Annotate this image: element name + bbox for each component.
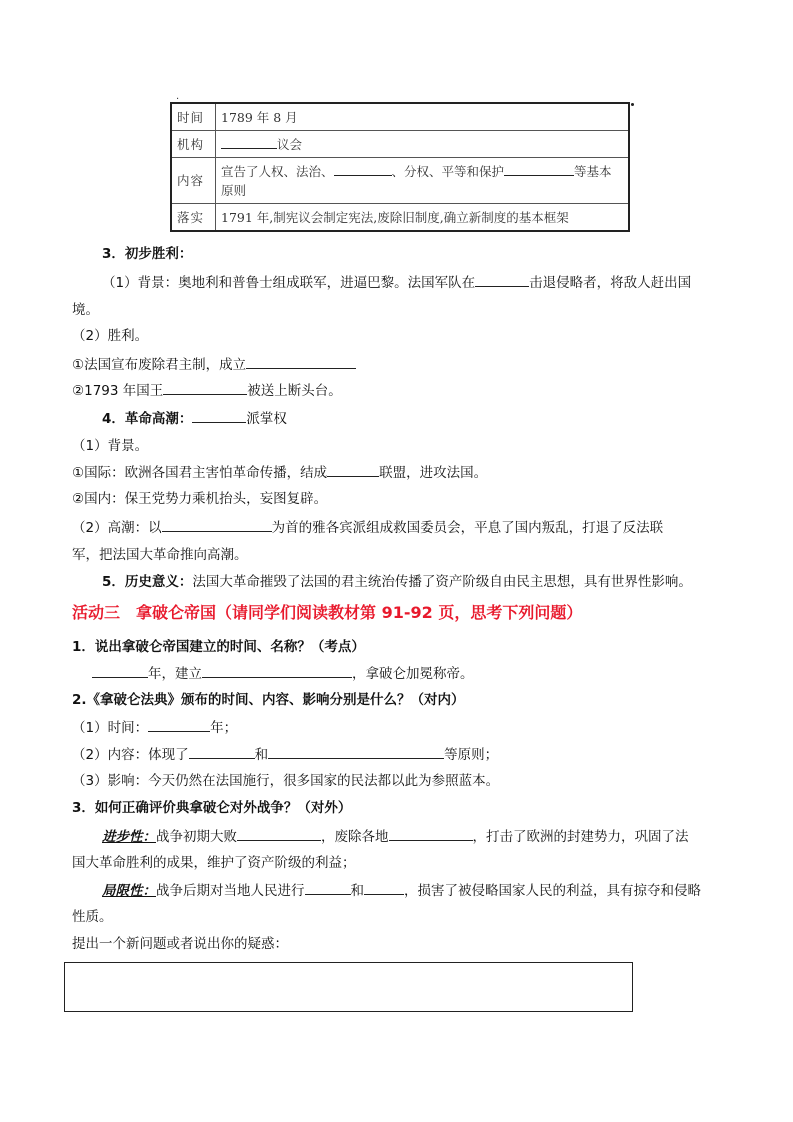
label: 进步性： <box>102 829 156 845</box>
row-text: 原则 <box>221 183 247 198</box>
row-text: 议会 <box>277 137 303 152</box>
fill-blank[interactable] <box>92 663 148 678</box>
text: ，打击了欧洲的封建势力，巩固了法 <box>472 829 689 845</box>
text: ，拿破仑加冕称帝。 <box>352 666 474 682</box>
stray-dot <box>631 103 634 106</box>
text: 年，建立 <box>148 666 202 682</box>
text: ②1793 年国王 <box>72 383 164 399</box>
question-2-time <box>72 717 237 738</box>
fill-blank[interactable] <box>389 826 473 841</box>
text: 法国大革命摧毁了法国的君主统治传播了资产阶级自由民主思想，具有世界性影响。 <box>192 574 692 590</box>
fill-blank[interactable] <box>327 462 379 477</box>
text: 年； <box>210 720 238 736</box>
fill-blank[interactable] <box>237 826 321 841</box>
text: ①法国宣布废除君主制，成立 <box>72 357 247 373</box>
row-label: 落实 <box>171 204 216 232</box>
row-value <box>216 158 630 204</box>
text: 战争后期对当地人民进行 <box>156 883 305 899</box>
table-row <box>171 158 629 204</box>
text: （1）背景：奥地利和普鲁士组成联军，进逼巴黎。法国军队在 <box>102 275 476 291</box>
section-3-item-1 <box>72 354 356 375</box>
text: 派掌权 <box>246 411 287 427</box>
fill-blank[interactable] <box>268 744 444 759</box>
section-4-domestic: ②国内：保王党势力乘机抬头，妄图复辟。 <box>72 491 328 507</box>
activity-3-heading: 活动三 拿破仑帝国（请同学们阅读教材第 91-92 页，思考下列问题） <box>72 603 583 622</box>
table-row <box>171 131 629 158</box>
section-3-background <box>102 272 691 293</box>
limitation-line <box>102 880 701 901</box>
text: （2）高潮：以 <box>72 520 162 536</box>
row-value: 1791 年,制宪议会制定宪法,废除旧制度,确立新制度的基本框架 <box>216 204 630 232</box>
table-row <box>171 103 629 131</box>
section-3-title: 3．初步胜利： <box>102 246 193 262</box>
row-value: 1789 年 8 月 <box>216 103 630 131</box>
row-text: 宣告了人权、法治、 <box>221 164 334 179</box>
text: ，损害了被侵略国家人民的利益，具有掠夺和侵略 <box>404 883 701 899</box>
text: 击退侵略者，将敌人赶出国 <box>529 275 692 291</box>
text: 和 <box>350 883 364 899</box>
section-4-international <box>72 462 487 483</box>
fill-blank[interactable] <box>475 272 529 287</box>
section-3-item-2 <box>72 380 342 401</box>
section-3-background-cont: 境。 <box>72 302 99 318</box>
row-label: 时间 <box>171 103 216 131</box>
row-text: 等基本 <box>574 164 612 179</box>
fill-blank[interactable] <box>246 354 356 369</box>
fill-blank[interactable] <box>189 744 255 759</box>
row-text: 、分权、平等和保护 <box>391 164 505 179</box>
question-1: 1．说出拿破仑帝国建立的时间、名称？（考点） <box>72 639 365 655</box>
text: ，废除各地 <box>321 829 389 845</box>
answer-box[interactable] <box>64 962 633 1012</box>
fill-blank[interactable] <box>305 880 351 895</box>
section-4-bg: （1）背景。 <box>72 438 149 454</box>
fill-blank[interactable] <box>202 663 352 678</box>
text: 战争初期大败 <box>156 829 237 845</box>
fill-blank[interactable] <box>364 880 404 895</box>
question-3: 3．如何正确评价典拿破仑对外战争？（对外） <box>72 800 352 816</box>
section-5 <box>102 572 692 592</box>
section-4-climax-cont: 军，把法国大革命推向高潮。 <box>72 547 248 563</box>
text: 4．革命高潮： <box>102 411 193 427</box>
section-4-title <box>102 408 287 429</box>
question-2-effect: （3）影响：今天仍然在法国施行，很多国家的民法都以此为参照蓝本。 <box>72 773 500 789</box>
fill-blank[interactable] <box>221 134 277 149</box>
text: 为首的雅各宾派组成救国委员会，平息了国内叛乱，打退了反法联 <box>271 520 664 536</box>
text: （1）时间： <box>72 720 149 736</box>
row-value <box>216 131 630 158</box>
table-row <box>171 204 629 232</box>
question-prompt: 提出一个新问题或者说出你的疑惑： <box>72 936 288 952</box>
fill-blank[interactable] <box>334 161 392 176</box>
text: 5．历史意义： <box>102 574 193 590</box>
text: 等原则； <box>444 747 499 763</box>
text: 和 <box>254 747 269 763</box>
text: 联盟，进攻法国。 <box>379 465 488 481</box>
fill-blank[interactable] <box>163 380 247 395</box>
fill-blank[interactable] <box>148 717 210 732</box>
fill-blank[interactable] <box>162 517 272 532</box>
progressive-line <box>102 826 689 847</box>
question-2: 2.《拿破仑法典》颁布的时间、内容、影响分别是什么？（对内） <box>72 692 465 708</box>
section-4-climax <box>72 517 663 538</box>
text: 被送上断头台。 <box>247 383 342 399</box>
fill-blank[interactable] <box>192 408 246 423</box>
question-1-answer <box>92 663 474 684</box>
limitation-line-cont: 性质。 <box>72 909 113 925</box>
stray-mark: · <box>176 94 180 105</box>
row-label: 内容 <box>171 158 216 204</box>
progressive-line-cont: 国大革命胜利的成果，维护了资产阶级的利益； <box>72 855 356 871</box>
label: 局限性： <box>102 883 156 899</box>
fill-blank[interactable] <box>504 161 574 176</box>
question-2-content <box>72 744 498 765</box>
section-3-victory: （2）胜利。 <box>72 328 149 344</box>
text: （2）内容：体现了 <box>72 747 189 763</box>
revolution-table <box>170 102 630 232</box>
row-label: 机构 <box>171 131 216 158</box>
text: ①国际：欧洲各国君主害怕革命传播，结成 <box>72 465 328 481</box>
